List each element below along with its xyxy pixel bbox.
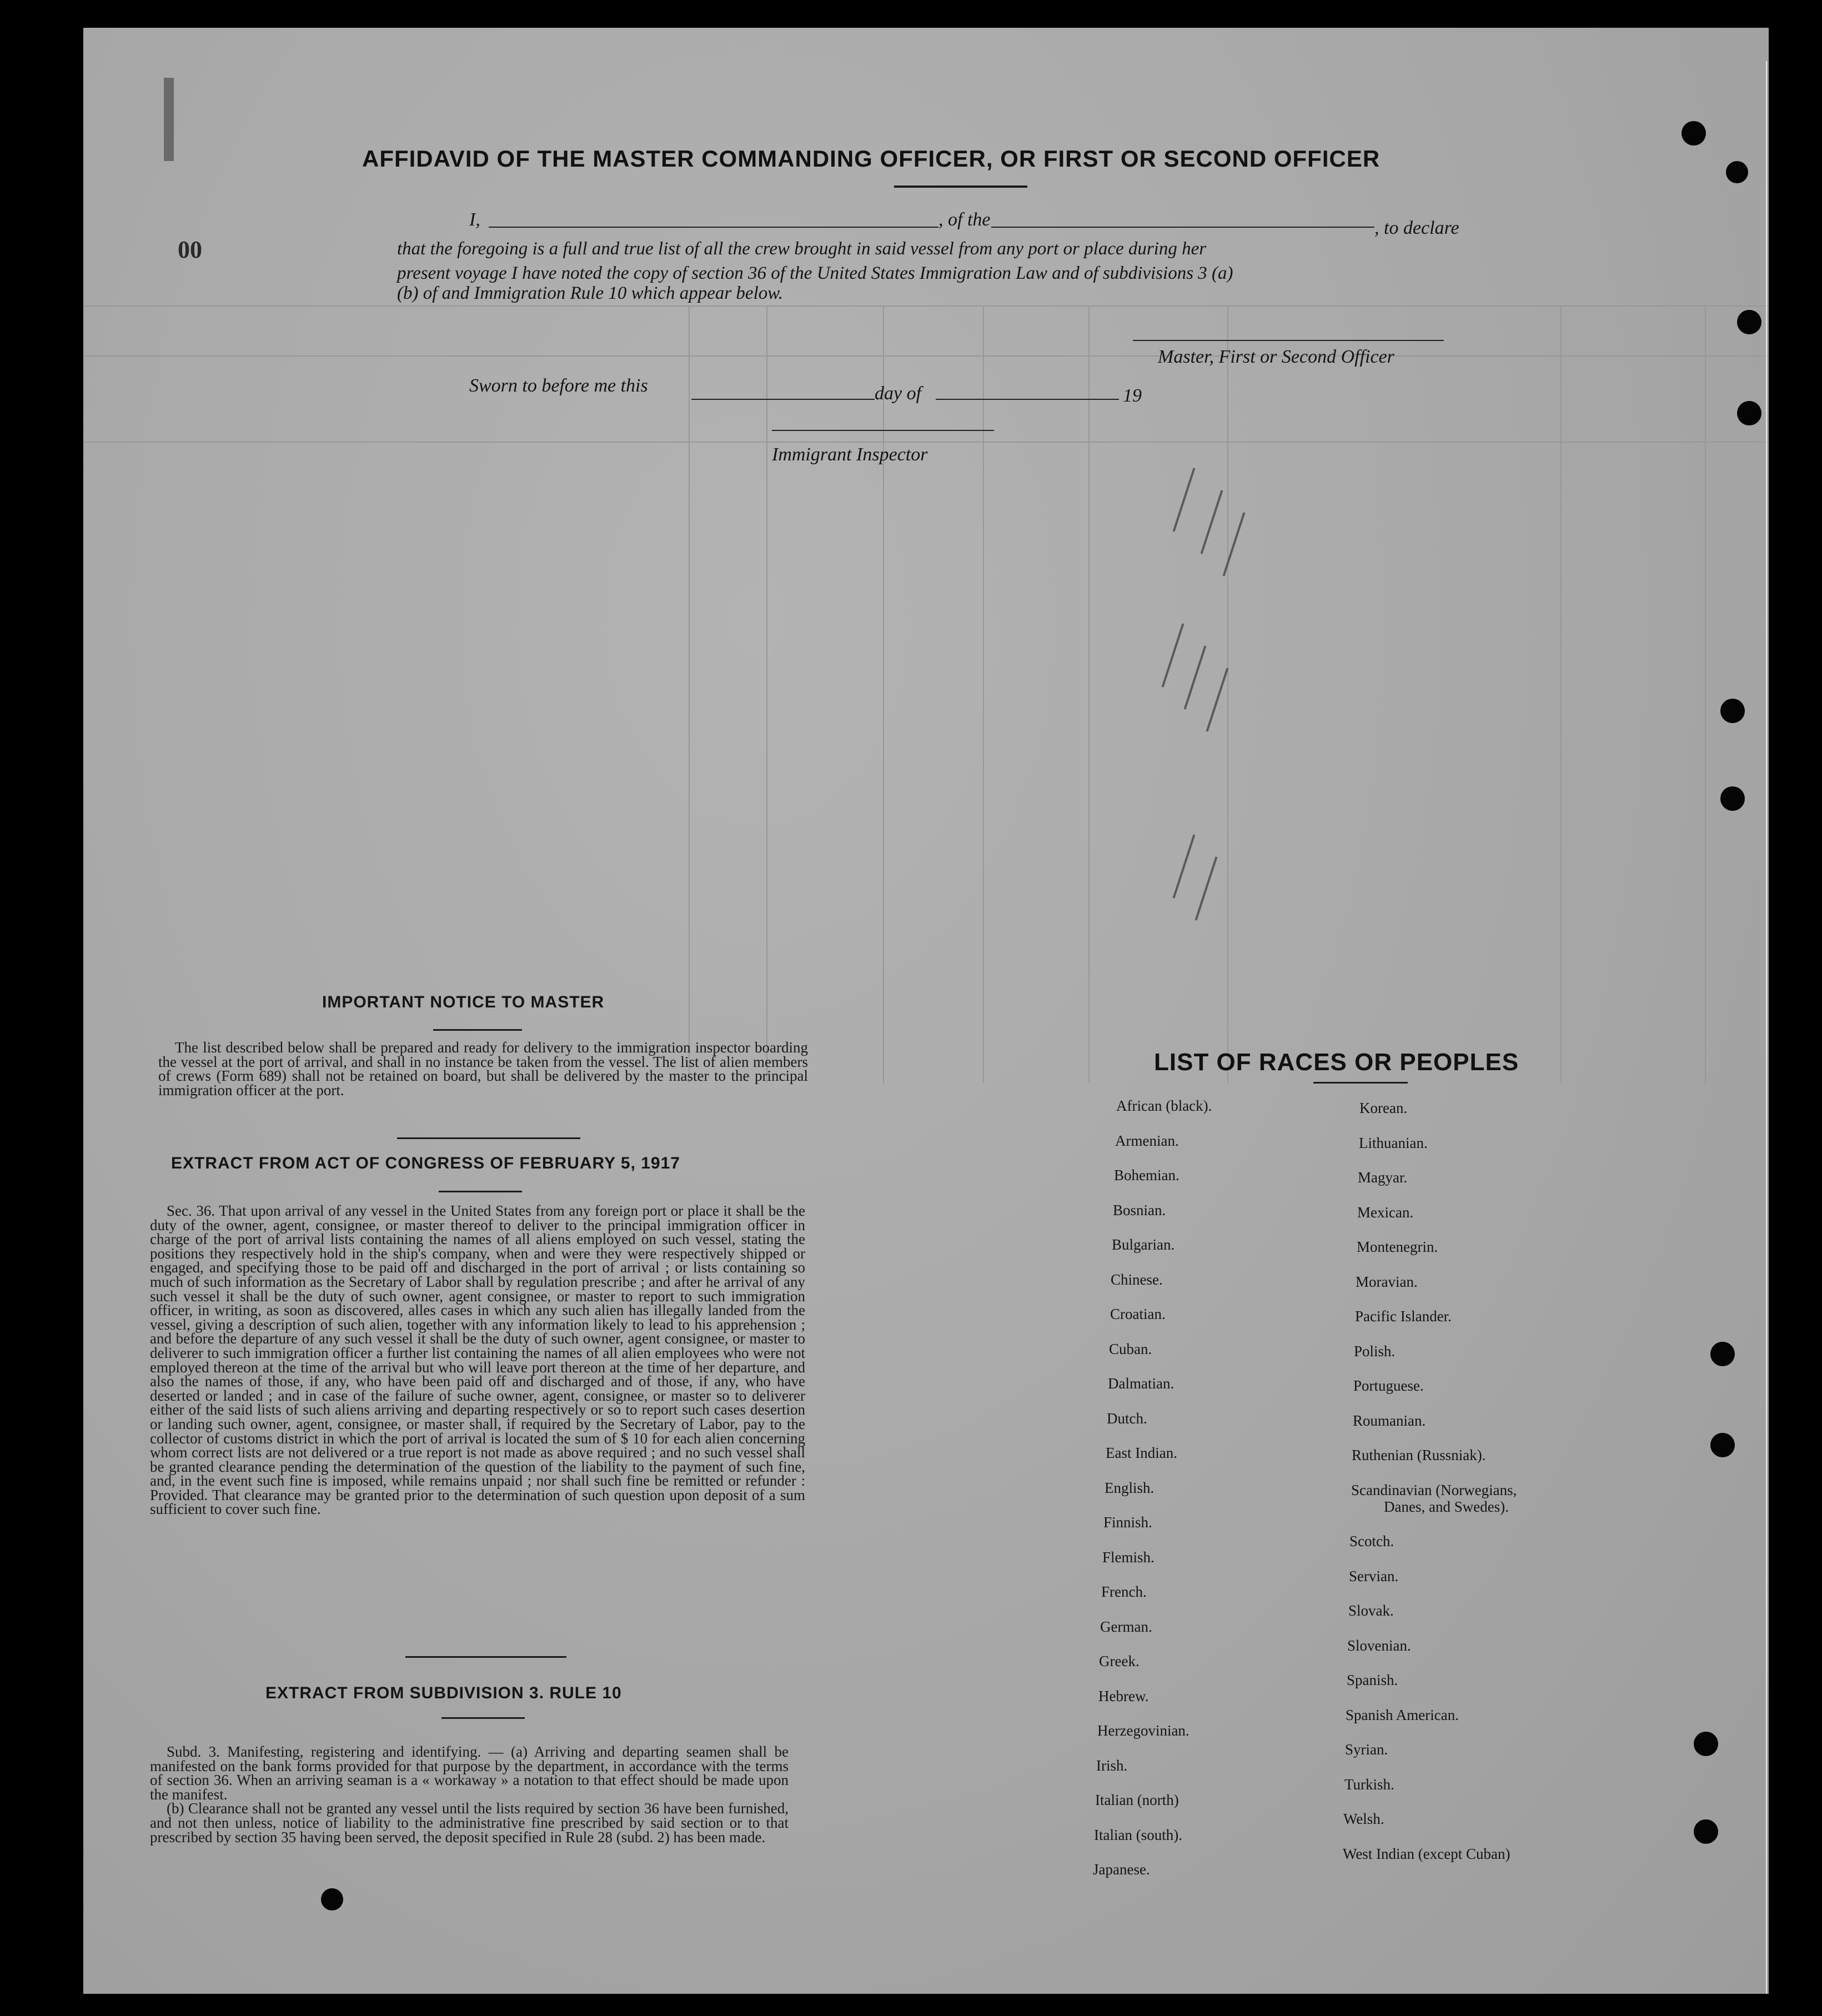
sworn-day: day of <box>875 383 922 404</box>
race-entry: Servian. <box>1349 1567 1399 1584</box>
race-entry: French. <box>1101 1583 1147 1600</box>
bleed-rule <box>83 305 1769 307</box>
races-title: LIST OF RACES OR PEOPLES <box>1154 1049 1519 1076</box>
punch-hole-icon <box>1737 310 1761 334</box>
punch-hole-icon <box>1694 1819 1718 1844</box>
race-entry: Hebrew. <box>1098 1688 1149 1704</box>
bleed-column <box>1088 305 1090 1083</box>
race-entry: Japanese. <box>1093 1861 1150 1878</box>
race-entry: Turkish. <box>1344 1776 1394 1793</box>
sworn-day-blank <box>691 399 875 400</box>
race-entry: Scandinavian (Norwegians, <box>1351 1481 1517 1498</box>
race-entry: Mexican. <box>1357 1203 1414 1221</box>
affidavit-line4: (b) of and Immigration Rule 10 which appear below. <box>397 283 784 303</box>
race-entry: Polish. <box>1354 1342 1396 1360</box>
bleed-mark <box>1173 834 1196 898</box>
race-entry: Roumanian. <box>1353 1412 1426 1429</box>
punch-hole-icon <box>1694 1732 1718 1756</box>
rule-para-a: Subd. 3. Manifesting, registering and identifying. — (a) Arriving and departing seamen shall be manifested on the bank forms provided for that purpose by the department, in accordance with the terms of section 36. When an arriving seaman is a « workaway » a notation to that effect should be made upon the manifest. <box>150 1743 789 1803</box>
notice-body: The list described below shall be prepared and ready for delivery to the immigration inspector boarding the vessel at the port of arrival, and shall in no instance be taken from the vessel. The list of alien members of crews (Form 689) shall not be retained on board, but shall be delivered by the master to the principal immigration officer at the port. <box>158 1039 808 1099</box>
race-entry: Moravian. <box>1356 1273 1418 1290</box>
vessel-blank <box>991 227 1374 228</box>
race-entry: Syrian. <box>1345 1741 1388 1758</box>
punch-hole-icon <box>1720 699 1745 723</box>
bleed-column <box>983 305 984 1083</box>
title-rule <box>894 185 1027 188</box>
bleed-column <box>1560 305 1562 1083</box>
race-entry: Welsh. <box>1343 1811 1384 1827</box>
notice-end-rule <box>397 1137 580 1139</box>
notice-heading: IMPORTANT NOTICE TO MASTER <box>322 993 605 1011</box>
act-rule <box>439 1191 522 1192</box>
sworn-month-blank <box>936 399 1119 400</box>
race-entry: Italian (north) <box>1095 1792 1179 1808</box>
bleed-column <box>1227 305 1228 1083</box>
races-rule <box>1313 1082 1408 1084</box>
bleed-mark <box>1206 668 1229 731</box>
race-entry: Greek. <box>1099 1653 1140 1669</box>
bleed-rule <box>83 442 1769 443</box>
bleed-mark <box>1184 645 1207 709</box>
bleed-mark <box>1195 856 1218 920</box>
race-entry: Portuguese. <box>1353 1377 1424 1394</box>
race-entry: Herzegovinian. <box>1097 1722 1189 1739</box>
race-entry: German. <box>1100 1618 1152 1635</box>
race-entry: Cuban. <box>1109 1341 1152 1357</box>
bleed-column <box>883 305 884 1083</box>
bleed-column <box>689 305 690 1083</box>
bleed-mark <box>1162 623 1184 687</box>
bleed-column <box>1705 305 1706 1083</box>
race-entry: African (black). <box>1116 1097 1212 1114</box>
race-entry: Lithuanian. <box>1359 1134 1428 1151</box>
race-entry: Flemish. <box>1102 1549 1155 1566</box>
race-entry: Korean. <box>1359 1100 1408 1116</box>
signature-blank <box>1133 340 1444 341</box>
race-entry: Armenian. <box>1115 1132 1179 1149</box>
race-entry: Dutch. <box>1107 1410 1147 1427</box>
race-entry: Spanish American. <box>1346 1706 1459 1723</box>
bleed-mark <box>1173 468 1196 531</box>
act-end-rule <box>405 1656 566 1658</box>
bleed-rule <box>83 355 1769 357</box>
punch-hole-icon <box>1682 121 1706 146</box>
race-entry: Ruthenian (Russniak). <box>1352 1447 1486 1463</box>
act-heading: EXTRACT FROM ACT OF CONGRESS OF FEBRUARY 5, 1917 <box>171 1154 680 1172</box>
affidavit-line1-suffix: , to declare <box>1374 218 1459 238</box>
affidavit-line1-prefix: I, <box>469 209 480 230</box>
race-entry: Slovak. <box>1348 1602 1394 1619</box>
rule-para-b: (b) Clearance shall not be granted any vessel until the lists required by section 36 have been furnished, and not then unless, notice of liability to the administrative fine prescribed by said section or to that prescribed by section 35 having been served, the deposit specified in Rule 28 (subd. 2) has been made. <box>150 1800 789 1846</box>
race-entry: Irish. <box>1096 1757 1128 1774</box>
race-entry: Danes, and Swedes). <box>1384 1498 1509 1515</box>
rule-body <box>150 1745 789 1844</box>
name-blank <box>489 227 938 228</box>
race-entry: Italian (south). <box>1094 1827 1182 1843</box>
race-entry: Magyar. <box>1358 1169 1408 1186</box>
punch-hole-icon <box>1710 1342 1735 1366</box>
race-entry: Finnish. <box>1103 1514 1152 1531</box>
signature-label: Master, First or Second Officer <box>1158 347 1394 367</box>
bleed-mark <box>1223 512 1246 576</box>
affidavit-title: AFFIDAVID OF THE MASTER COMMANDING OFFICER, OR FIRST OR SECOND OFFICER <box>362 146 1381 172</box>
punch-hole-icon <box>321 1888 343 1910</box>
race-entry: Montenegrin. <box>1357 1238 1438 1255</box>
race-entry: Bulgarian. <box>1112 1236 1175 1253</box>
race-entry: Chinese. <box>1111 1271 1163 1288</box>
act-body: Sec. 36. That upon arrival of any vessel in the United States from any foreign port or place it shall be the duty of the owner, agent, consignee, or master thereof to deliver to the principal immigration officer in charge of the port of arrival lists containing the names of all aliens employed on such vessel, stating the positions they respectively hold in the ship's company, when and were they were respectively shipped or engaged, and specifying those to be paid off and discharged in the port of arrival ; or lists containing so much of such information as the Secretary of Labor shall by regulation prescribe ; and after he arrival of any such vessel it shall be the duty of such owner, agent consignee, or master to report to such immigration officer, in writing, as soon as discovered, alles cases in which any such alien has illegally landed from the vessel, giving a description of such alien, together with any information likely to lead to his apprehension ; and before the departure of any such vessel it shall be the duty of such owner, agent consignee, or master to deliverer to such immigration officer a further list containing the names of all alien employees who were not employed thereon at the time of the arrival but who will leave port thereon at the time of her departure, and also the names of those, if any, who have been paid off and discharged and of those, if any, who have deserted or landed ; and in case of the failure of suche owner, agent, consignee, or master so to deliverer either of the said lists of such aliens arriving and departing respectively or so to report such cases desertion or landing such owner, agent, consignee, or master shall, if required by the Secretary of Labor, pay to the collector of customs district in which the port of arrival is located the sum of $ 10 for each alien concerning whom correct lists are not delivered or a true report is not made as above required ; and no such vessel shall be granted clearance pending the determination of the question of the liability to the payment of such fine, and, in the event such fine is imposed, while remains unpaid ; nor shall such fine be remitted or refunder : Provided. That clearance may be granted prior to the determination of such question upon deposit of a sum sufficient to cover such fine. <box>150 1202 805 1518</box>
sworn-year: 19 <box>1123 385 1142 406</box>
inspector-label: Immigrant Inspector <box>772 444 928 465</box>
margin-mark: 00 <box>178 236 202 263</box>
race-entry: Spanish. <box>1347 1672 1398 1688</box>
bleed-mark <box>164 78 174 161</box>
race-entry: Pacific Islander. <box>1355 1308 1452 1325</box>
inspector-blank <box>772 430 994 431</box>
sheet-edge <box>1766 61 1767 1994</box>
punch-hole-icon <box>1710 1433 1735 1457</box>
race-entry: Bohemian. <box>1114 1167 1179 1183</box>
race-entry: Bosnian. <box>1113 1202 1166 1218</box>
rule-heading: EXTRACT FROM SUBDIVISION 3. RULE 10 <box>265 1684 622 1702</box>
affidavit-line3: present voyage I have noted the copy of section 36 of the United States Immigration Law and of subdivisions 3 (a) <box>397 263 1233 283</box>
bleed-column <box>766 305 767 1083</box>
race-entry: English. <box>1105 1480 1155 1496</box>
punch-hole-icon <box>1720 786 1745 811</box>
race-entry: Croatian. <box>1110 1306 1166 1322</box>
notice-rule <box>433 1029 522 1031</box>
rule-rule <box>441 1717 525 1719</box>
race-entry: West Indian (except Cuban) <box>1343 1845 1510 1862</box>
affidavit-line2: that the foregoing is a full and true list of all the crew brought in said vessel from any port or place during her <box>397 239 1207 259</box>
race-entry: Dalmatian. <box>1108 1375 1174 1392</box>
punch-hole-icon <box>1737 401 1761 425</box>
race-entry: Slovenian. <box>1347 1637 1411 1654</box>
affidavit-line1-mid: , of the <box>938 209 991 230</box>
race-entry: East Indian. <box>1106 1445 1177 1461</box>
bleed-mark <box>1201 490 1223 554</box>
sworn-prefix: Sworn to before me this <box>469 375 648 396</box>
punch-hole-icon <box>1726 161 1748 183</box>
race-entry: Scotch. <box>1349 1533 1394 1549</box>
